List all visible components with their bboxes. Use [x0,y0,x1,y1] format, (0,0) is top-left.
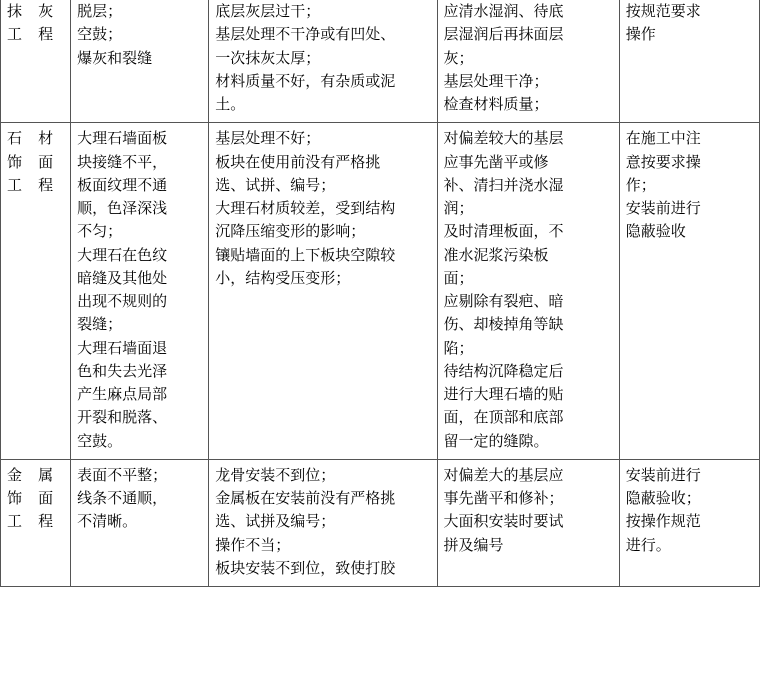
text-line: 板块在使用前没有严格挑 [215,152,381,171]
text-line: 选、试拼、编号； [215,175,336,194]
category-line: 工 程 [7,512,59,531]
text-line: 拼及编号 [443,535,504,554]
text-line: 产生麻点局部 [77,385,168,403]
text-line: 裂缝； [77,315,123,334]
text-line: 脱层； [77,2,123,20]
row-defects-cell [71,459,209,586]
text-line: 选、试拼及编号； [215,512,336,531]
text-line: 色和失去光泽 [77,361,168,380]
text-line: 隐蔽验收 [625,222,686,241]
text-line: 大理石材质较差，受到结构 [215,199,396,217]
text-line: 检查材料质量； [443,95,549,113]
text-line: 镶贴墙面的上下板块空隙较 [215,245,396,264]
row-causes-cell [209,459,437,586]
text-line: 面； [443,268,474,287]
text-line: 线条不通顺， [77,489,168,507]
text-line: 土。 [215,95,246,113]
text-line: 基层处理干净； [443,71,549,90]
text-line: 在施工中注 [625,129,701,148]
text-line: 灰； [443,48,474,67]
row-category-cell [1,123,71,460]
text-line: 进行。 [625,535,671,554]
text-line: 补、清扫并浇水湿 [443,175,564,194]
text-line: 进行大理石墙的贴 [443,385,564,403]
text-line: 沉降压缩变形的影响； [215,222,366,241]
text-line: 准水泥浆污染板 [443,245,549,264]
text-line: 应剔除有裂疤、暗 [443,292,564,310]
table-row [1,123,760,460]
text-line: 大理石墙面板 [77,129,168,148]
text-line: 不清晰。 [77,512,138,531]
row-defects-cell [71,123,209,460]
text-line: 不匀； [77,222,123,241]
text-line: 材料质量不好，有杂质或泥 [215,71,396,90]
text-line: 表面不平整； [77,465,168,484]
text-line: 板面纹理不通 [77,175,168,194]
text-line: 爆灰和裂缝 [77,48,153,67]
text-line: 润； [443,199,474,217]
table-row [1,459,760,586]
text-line: 对偏差大的基层应 [443,465,564,484]
row-requirements-cell [619,123,759,460]
text-line: 出现不规则的 [77,292,168,310]
text-line: 留一定的缝隙。 [443,431,549,450]
category-line: 饰 面 [7,152,59,171]
text-line: 及时清理板面，不 [443,222,564,241]
text-line: 待结构沉降稳定后 [443,361,564,380]
category-line: 工 程 [7,25,59,44]
text-line: 开裂和脱落、 [77,408,168,427]
text-line: 安装前进行 [625,199,701,217]
category-line: 金 属 [7,465,59,484]
row-causes-cell [209,123,437,460]
text-line: 操作 [625,25,656,44]
table-body [1,0,760,587]
text-line: 层湿润后再抹面层 [443,25,564,44]
text-line: 按规范要求 [625,2,701,20]
text-line: 陷； [443,338,474,357]
text-line: 应事先凿平或修 [443,152,549,171]
row-measures-cell [437,0,619,123]
text-line: 事先凿平和修补； [443,489,564,507]
text-line: 对偏差较大的基层 [443,129,564,148]
category-line: 饰 面 [7,489,59,507]
text-line: 小，结构受压变形； [215,268,351,287]
row-category-cell [1,0,71,123]
text-line: 板块安装不到位，致使打胶 [215,558,396,577]
text-line: 基层处理不好； [215,129,321,148]
text-line: 暗缝及其他处 [77,268,168,287]
text-line: 基层处理不干净或有凹处、 [215,25,396,44]
text-line: 应清水湿润、待底 [443,2,564,20]
category-line: 石 材 [7,129,59,148]
text-line: 空鼓； [77,25,123,44]
text-line: 按操作规范 [625,512,701,531]
text-line: 顺，色泽深浅 [77,199,168,217]
text-line: 面，在顶部和底部 [443,408,564,427]
text-line: 一次抹灰太厚； [215,48,321,67]
text-line: 大理石在色纹 [77,245,168,264]
row-requirements-cell [619,0,759,123]
text-line: 块接缝不平， [77,152,168,171]
text-line: 大面积安装时要试 [443,512,564,531]
text-line: 安装前进行 [625,465,701,484]
row-requirements-cell [619,459,759,586]
text-line: 大理石墙面退 [77,338,168,357]
row-defects-cell [71,0,209,123]
row-measures-cell [437,123,619,460]
category-line: 工 程 [7,175,59,194]
text-line: 底层灰层过干； [215,2,321,20]
row-category-cell [1,459,71,586]
category-line: 抹 灰 [7,2,59,20]
text-line: 伤、却棱掉角等缺 [443,315,564,334]
row-causes-cell [209,0,437,123]
text-line: 作； [625,175,656,194]
text-line: 隐蔽验收； [625,489,701,507]
text-line: 操作不当； [215,535,291,554]
text-line: 空鼓。 [77,431,123,450]
text-line: 意按要求操 [625,152,701,171]
table-row [1,0,760,123]
text-line: 龙骨安装不到位； [215,465,336,484]
text-line: 金属板在安装前没有严格挑 [215,489,396,507]
row-measures-cell [437,459,619,586]
